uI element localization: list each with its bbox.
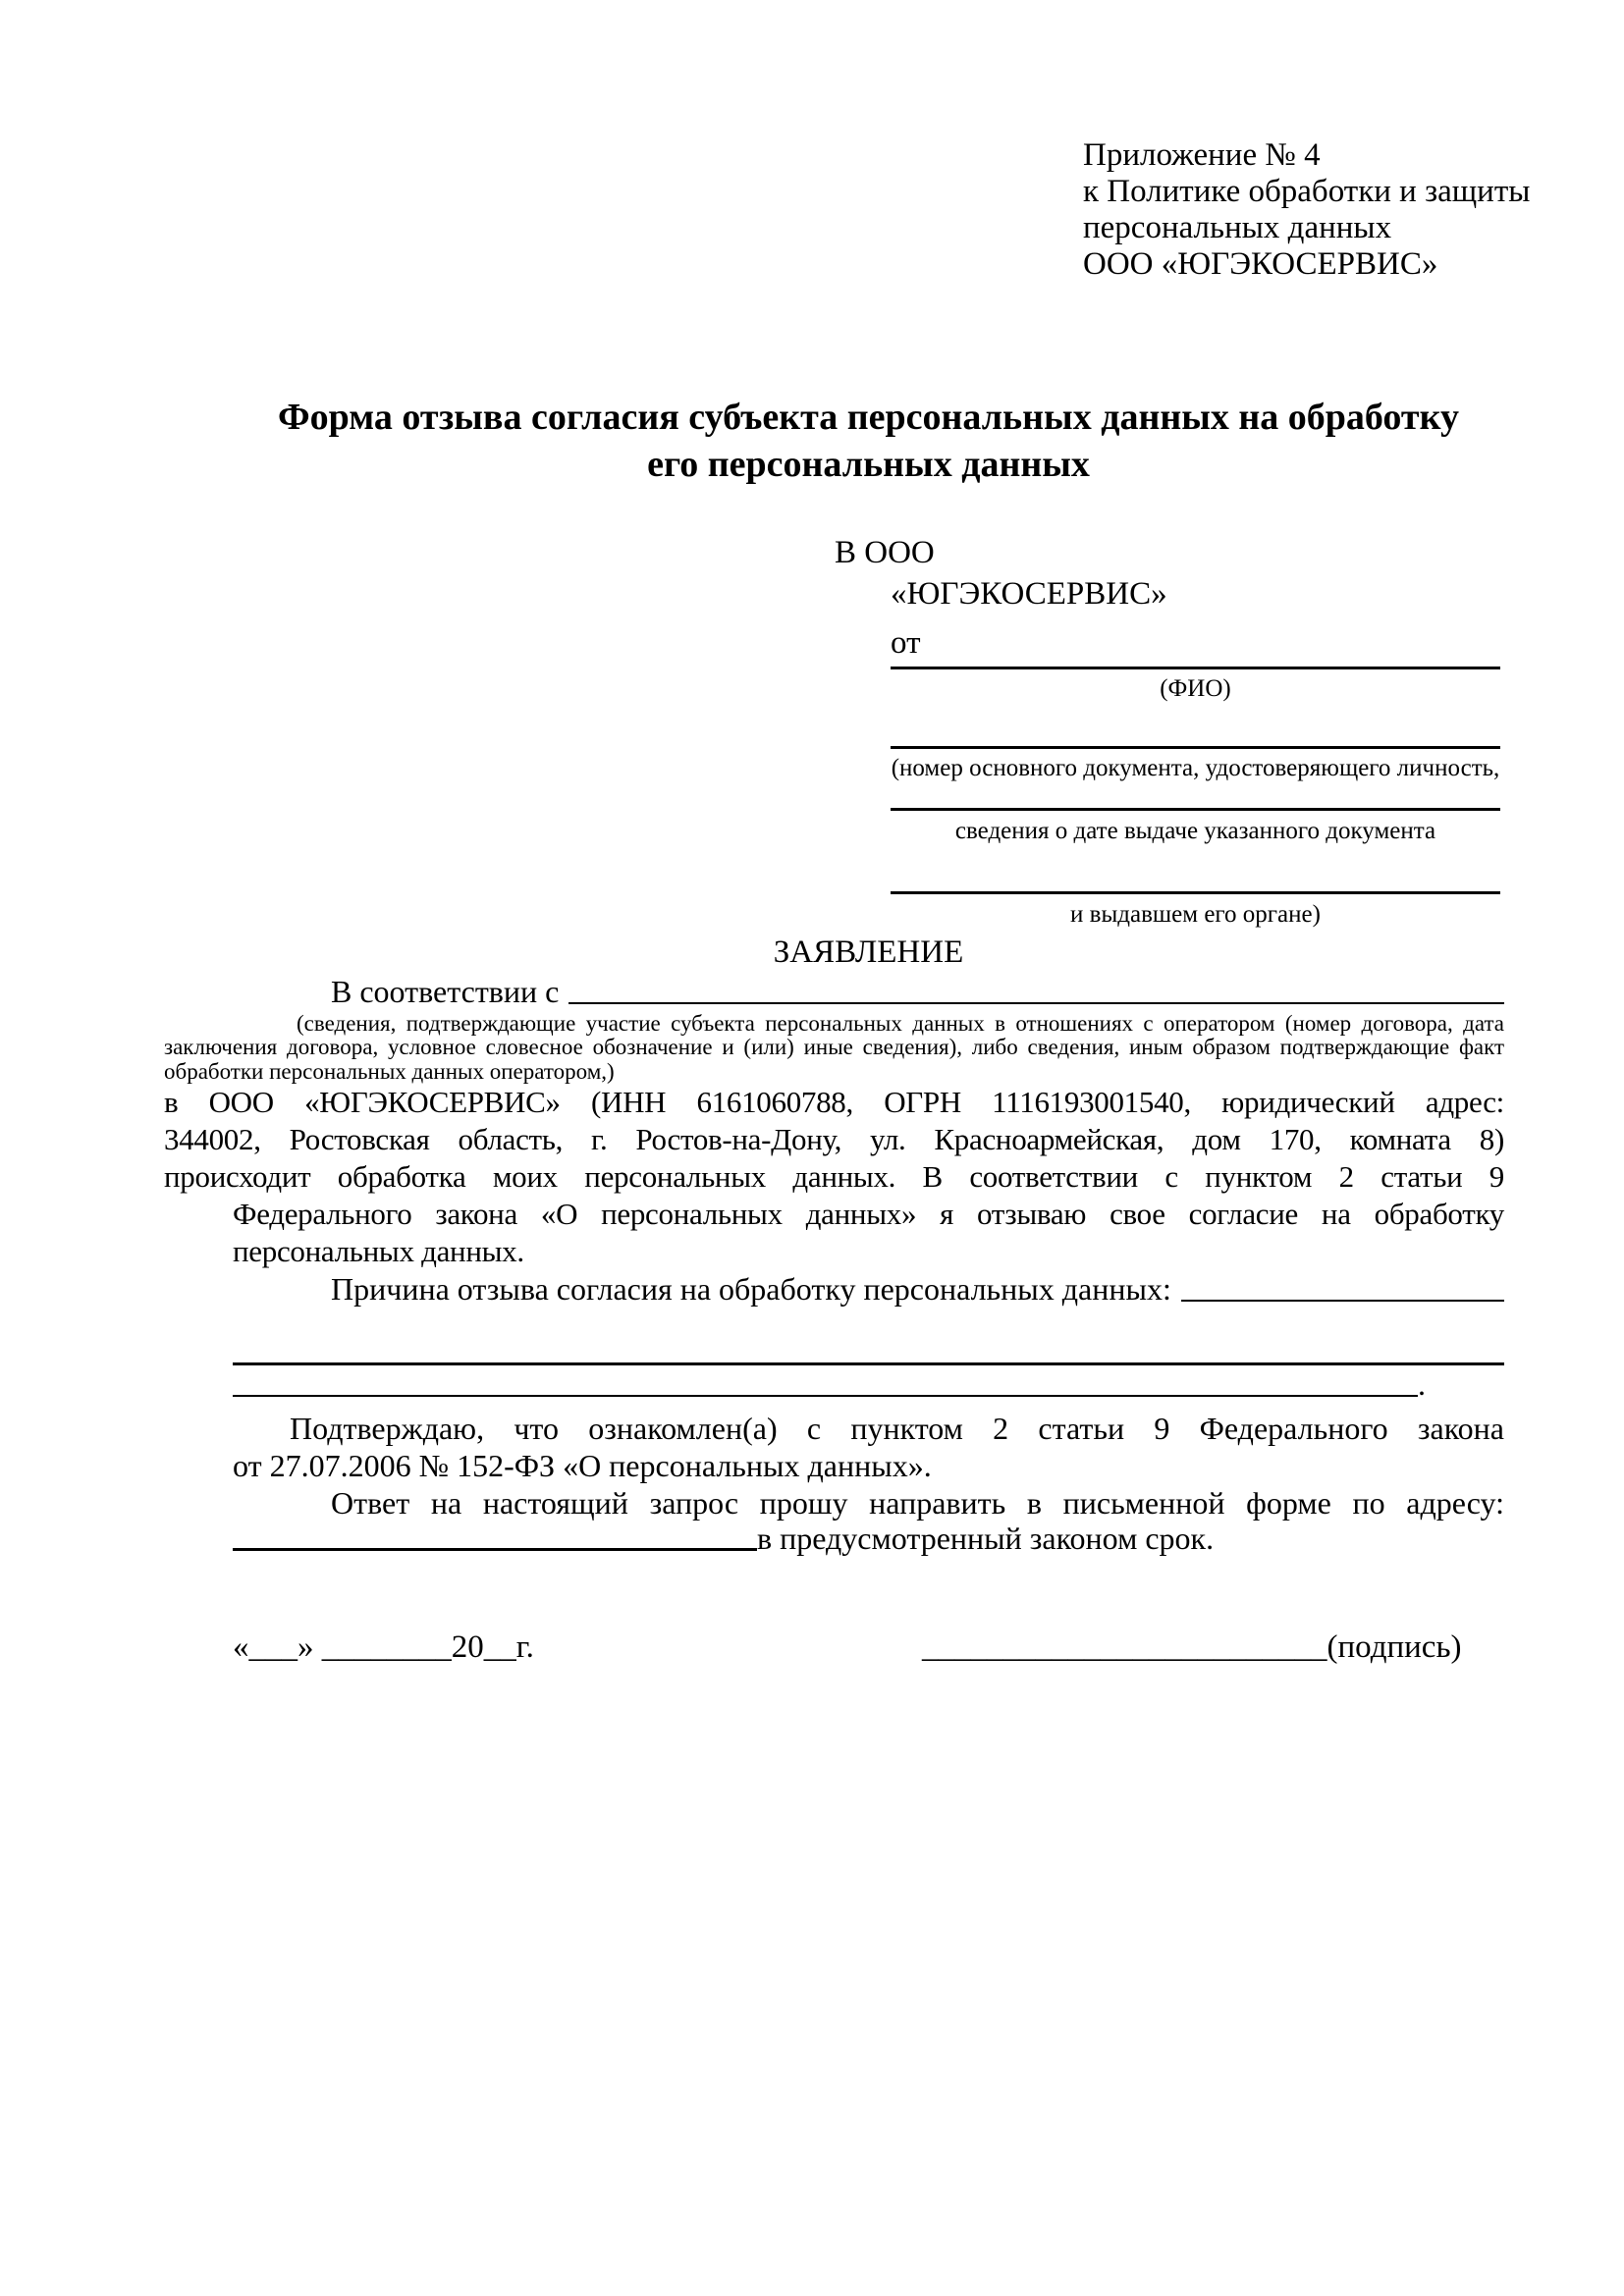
reason-write-in-line-3 bbox=[233, 1365, 1426, 1403]
issuing-authority-write-in-line bbox=[891, 891, 1500, 894]
confirmation-line: Подтверждаю, что ознакомлен(а) с пунктом 2 статьи 9 Федерального закона bbox=[290, 1411, 1504, 1446]
sentence-period: . bbox=[1418, 1366, 1426, 1402]
body-line: 344002, Ростовская область, г. Ростов-на-Дону, ул. Красноармейская, дом 170, комната 8) bbox=[164, 1122, 1504, 1156]
note-line: (сведения, подтверждающие участие субъекта персональных данных в отношениях с оператором (номер договора, дата bbox=[297, 1011, 1504, 1036]
document-title-line: его персональных данных bbox=[647, 444, 1090, 485]
intro-write-in-line bbox=[568, 973, 1504, 1004]
document-title-line: Форма отзыва согласия субъекта персональных данных на обработку bbox=[278, 397, 1459, 438]
reply-suffix: в предусмотренный законом срок. bbox=[757, 1521, 1215, 1556]
recipient-from-label: от bbox=[891, 625, 921, 661]
statement-heading: ЗАЯВЛЕНИЕ bbox=[773, 934, 964, 970]
reply-request-line: Ответ на настоящий запрос прошу направить в письменной форме по адресу: bbox=[331, 1485, 1504, 1521]
document-number-caption: (номер основного документа, удостоверяющего личность, bbox=[891, 755, 1500, 781]
appendix-note-line: персональных данных bbox=[1083, 210, 1392, 245]
reason-line bbox=[233, 1270, 1504, 1308]
signature-block bbox=[922, 1629, 1462, 1666]
recipient-to-prefix: В ООО bbox=[835, 535, 935, 570]
reason-prefix: Причина отзыва согласия на обработку персональных данных: bbox=[331, 1271, 1171, 1307]
confirmation-line: от 27.07.2006 № 152-ФЗ «О персональных данных». bbox=[233, 1448, 932, 1483]
intro-prefix: В соответствии с bbox=[331, 974, 560, 1009]
recipient-org-name: «ЮГЭКОСЕРВИС» bbox=[891, 576, 1167, 612]
document-number-write-in-line bbox=[891, 746, 1500, 749]
body-line: персональных данных. bbox=[233, 1234, 524, 1268]
reply-address-line bbox=[233, 1520, 1504, 1557]
signature-caption: (подпись) bbox=[1326, 1629, 1462, 1665]
reason-write-in-line bbox=[1181, 1270, 1504, 1302]
date-write-in-line: «___» ________20__г. bbox=[233, 1629, 534, 1665]
fio-caption: (ФИО) bbox=[1160, 675, 1231, 702]
signature-write-in-line: _________________________ bbox=[922, 1629, 1327, 1665]
body-line: происходит обработка моих персональных данных. В соответствии с пунктом 2 статьи 9 bbox=[164, 1159, 1504, 1194]
document-title bbox=[233, 394, 1504, 488]
fio-write-in-line bbox=[891, 667, 1500, 669]
intro-line bbox=[233, 973, 1504, 1010]
note-line: обработки персональных данных оператором,) bbox=[164, 1059, 615, 1084]
issue-date-caption: сведения о дате выдаче указанного документа bbox=[954, 818, 1436, 844]
appendix-note bbox=[1083, 137, 1530, 283]
body-line: в ООО «ЮГЭКОСЕРВИС» (ИНН 6161060788, ОГРН 1116193001540, юридический адрес: bbox=[164, 1085, 1504, 1119]
issue-date-write-in-line bbox=[891, 808, 1500, 811]
body-line: Федерального закона «О персональных данных» я отзываю свое согласие на обработку bbox=[233, 1197, 1504, 1231]
appendix-note-line: Приложение № 4 bbox=[1083, 137, 1321, 173]
appendix-note-line: ООО «ЮГЭКОСЕРВИС» bbox=[1083, 246, 1438, 282]
appendix-note-line: к Политике обработки и защиты bbox=[1083, 174, 1531, 209]
issuing-authority-caption: и выдавшем его органе) bbox=[1070, 901, 1321, 928]
reason-write-in-rule bbox=[233, 1365, 1418, 1397]
note-line: заключения договора, условное словесное обозначение и (или) иные сведения), либо сведения, иным образом подтверждающие факт bbox=[164, 1035, 1504, 1059]
address-write-in-line bbox=[233, 1520, 757, 1551]
